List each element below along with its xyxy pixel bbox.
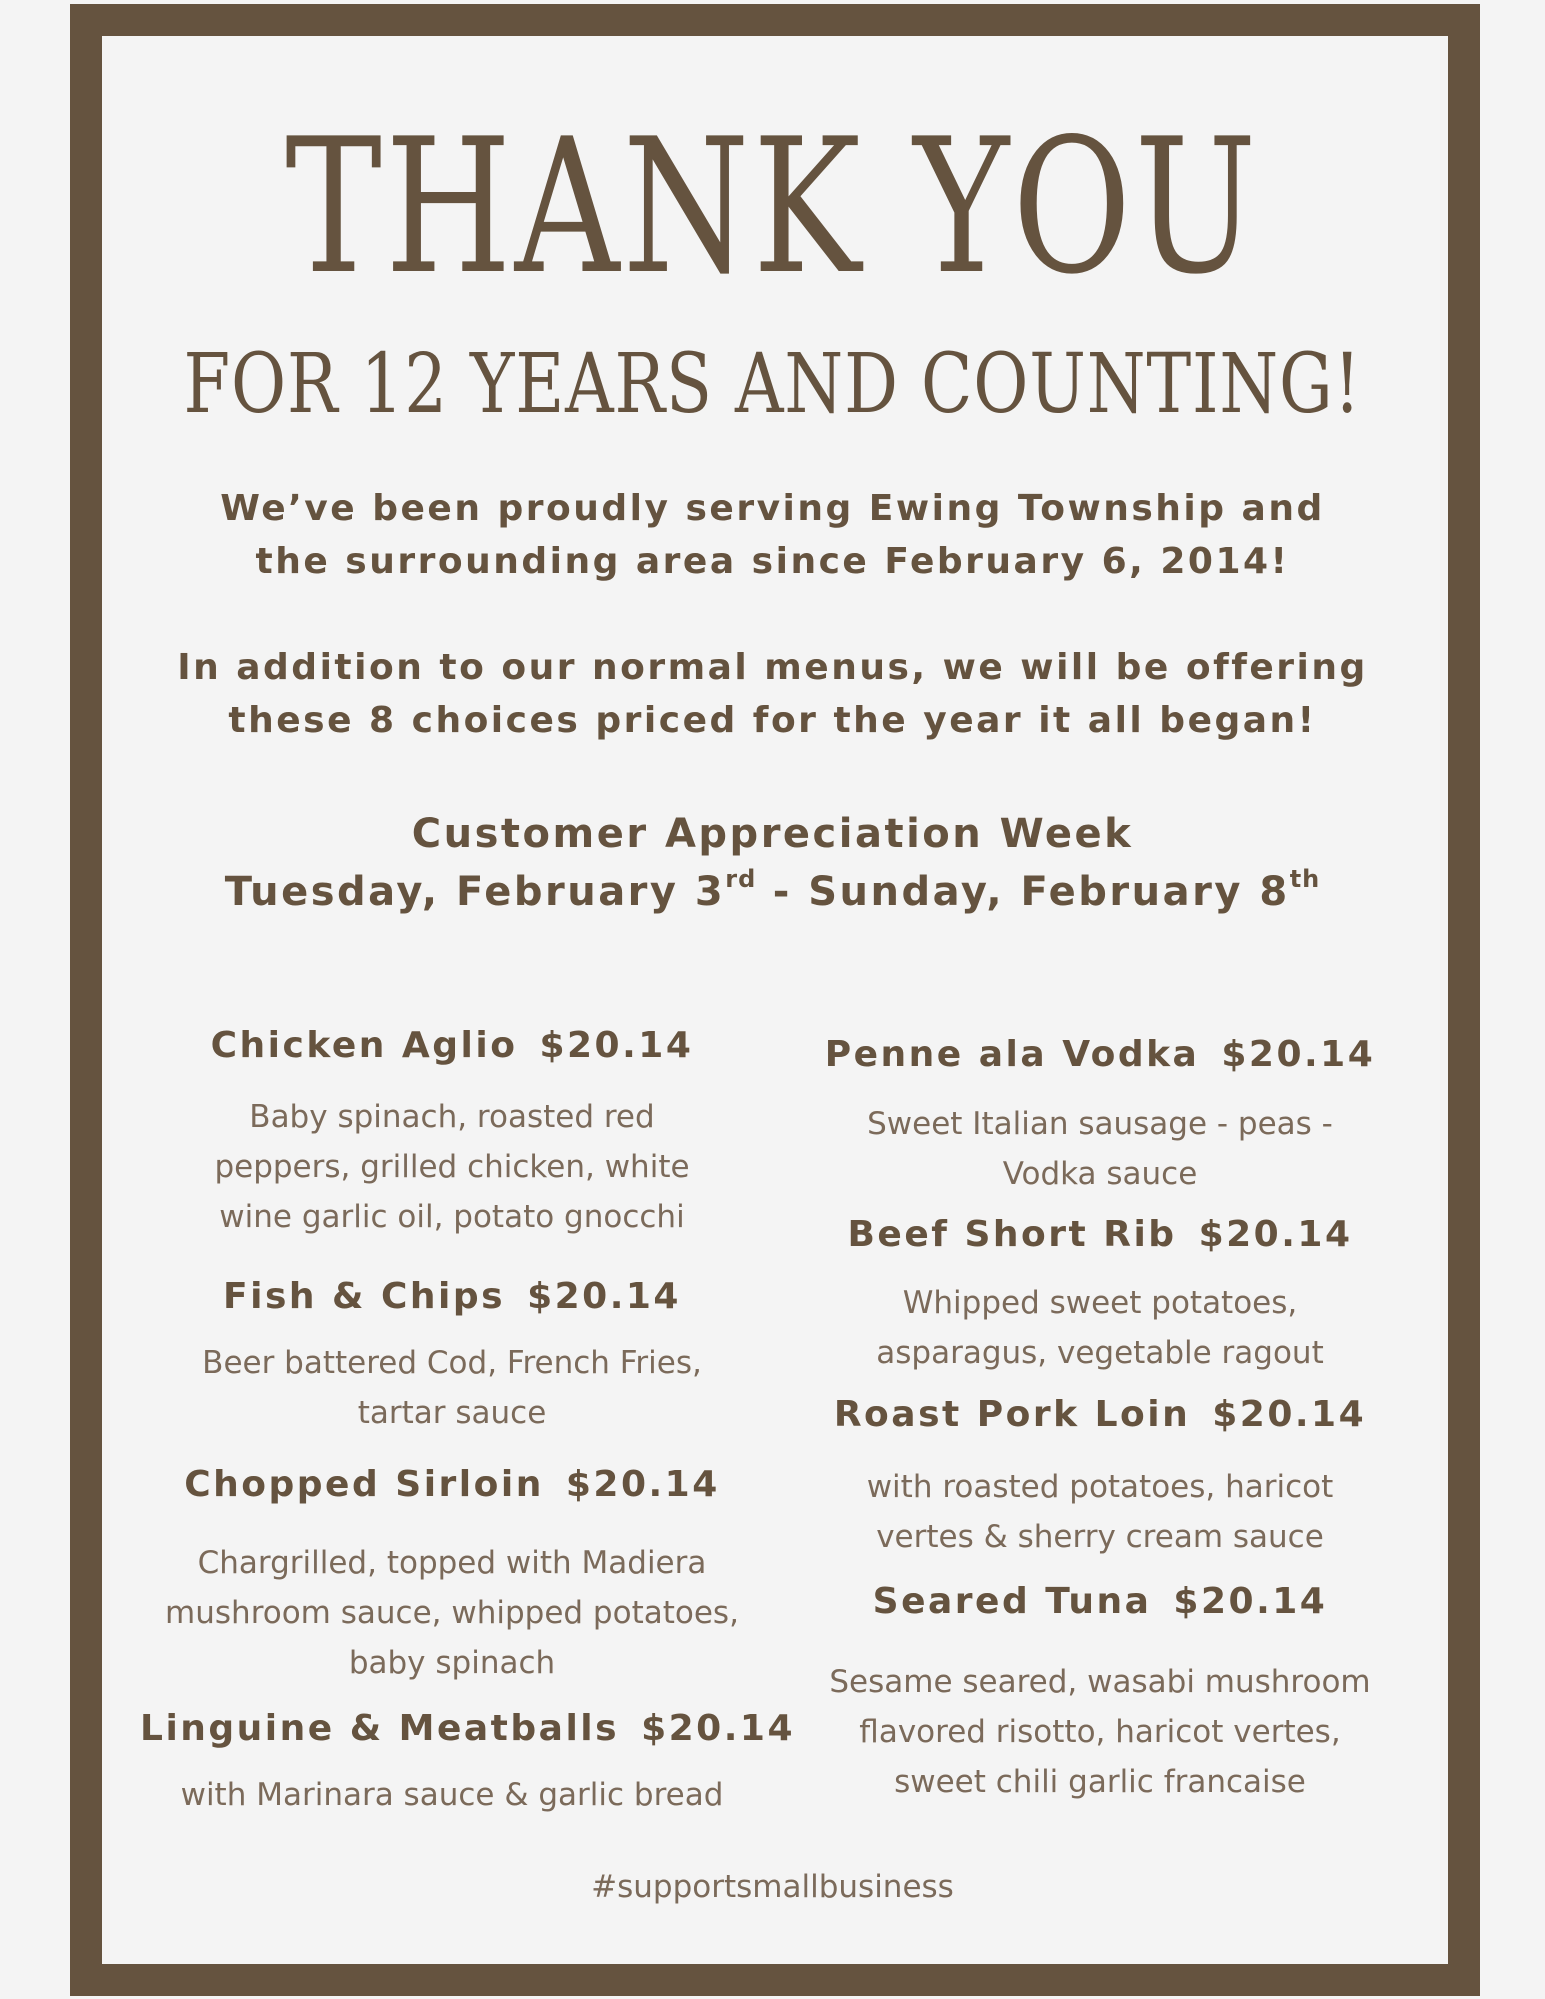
description-line: flavored risotto, haricot vertes,	[859, 1714, 1341, 1750]
description-line: Sweet Italian sausage - peas -	[867, 1106, 1333, 1142]
menu-item-description	[140, 1092, 764, 1242]
description-line: Sesame seared, wasabi mushroom	[829, 1664, 1371, 1700]
description-line: Whipped sweet potatoes,	[902, 1285, 1298, 1321]
page-subtitle: FOR 12 YEARS AND COUNTING!	[183, 337, 1362, 432]
event-end-day: Sunday, February 8	[808, 869, 1290, 915]
menu-item-description	[780, 1278, 1420, 1378]
intro-line: In addition to our normal menus, we will be offering	[177, 647, 1368, 688]
dish-name: Seared Tuna	[872, 1581, 1152, 1622]
menu-item-name	[780, 1390, 1420, 1440]
description-line: with roasted potatoes, haricot	[866, 1469, 1334, 1505]
description-line: with Marinara sauce & garlic bread	[180, 1777, 724, 1813]
description-line: peppers, grilled chicken, white	[214, 1149, 690, 1185]
event-name: Customer Appreciation Week	[411, 811, 1134, 857]
menu-item-name	[140, 1021, 764, 1071]
dish-name: Fish & Chips	[223, 1276, 506, 1317]
description-line: Vodka sauce	[1002, 1156, 1198, 1192]
description-line: Beer battered Cod, French Fries,	[202, 1345, 702, 1381]
event-end-suffix: th	[1289, 865, 1321, 893]
dish-price: $20.14	[1212, 1394, 1367, 1435]
hashtag: #supportsmallbusiness	[591, 1869, 954, 1905]
dish-price: $20.14	[539, 1025, 694, 1066]
dish-price: $20.14	[1221, 1034, 1376, 1075]
dish-name: Roast Pork Loin	[833, 1394, 1191, 1435]
intro-offering	[0, 641, 1545, 747]
dish-name: Chopped Sirloin	[184, 1464, 544, 1505]
event-dates	[0, 862, 1545, 922]
menu-item-description	[140, 1338, 764, 1438]
menu-item-description	[780, 1099, 1420, 1199]
event-date-separator: -	[756, 869, 809, 915]
dish-name: Chicken Aglio	[210, 1025, 518, 1066]
event-start-day: Tuesday, February 3	[224, 869, 726, 915]
dish-price: $20.14	[565, 1464, 720, 1505]
menu-item-name	[140, 1704, 795, 1754]
menu-item-name	[140, 1272, 764, 1322]
intro-line: these 8 choices priced for the year it all began!	[228, 700, 1317, 741]
intro-serving	[0, 482, 1545, 588]
dish-price: $20.14	[641, 1708, 795, 1749]
description-line: mushroom sauce, whipped potatoes,	[165, 1595, 739, 1631]
intro-line: We’ve been proudly serving Ewing Township and	[220, 488, 1325, 529]
dish-price: $20.14	[1173, 1581, 1328, 1622]
description-line: Chargrilled, topped with Madiera	[197, 1545, 707, 1581]
menu-item-name	[780, 1577, 1420, 1627]
description-line: wine garlic oil, potato gnocchi	[219, 1199, 685, 1235]
dish-name: Linguine & Meatballs	[140, 1708, 620, 1749]
description-line: Baby spinach, roasted red	[249, 1099, 655, 1135]
page-title: THANK YOU	[285, 98, 1260, 315]
dish-price: $20.14	[527, 1276, 681, 1317]
dish-price: $20.14	[1198, 1214, 1353, 1255]
event-start-suffix: rd	[725, 865, 757, 893]
intro-line: the surrounding area since February 6, 2014!	[255, 541, 1290, 582]
description-line: vertes & sherry cream sauce	[876, 1519, 1324, 1555]
description-line: baby spinach	[348, 1645, 556, 1681]
description-line: sweet chili garlic francaise	[894, 1764, 1306, 1800]
dish-name: Penne ala Vodka	[824, 1034, 1200, 1075]
menu-item-description	[140, 1770, 764, 1820]
description-line: asparagus, vegetable ragout	[876, 1335, 1324, 1371]
menu-item-description	[140, 1538, 764, 1688]
menu-item-description	[780, 1657, 1420, 1807]
menu-item-name	[780, 1210, 1420, 1260]
description-line: tartar sauce	[357, 1395, 547, 1431]
menu-item-name	[140, 1460, 764, 1510]
dish-name: Beef Short Rib	[847, 1214, 1177, 1255]
menu-item-name	[780, 1030, 1420, 1080]
menu-item-description	[780, 1462, 1420, 1562]
